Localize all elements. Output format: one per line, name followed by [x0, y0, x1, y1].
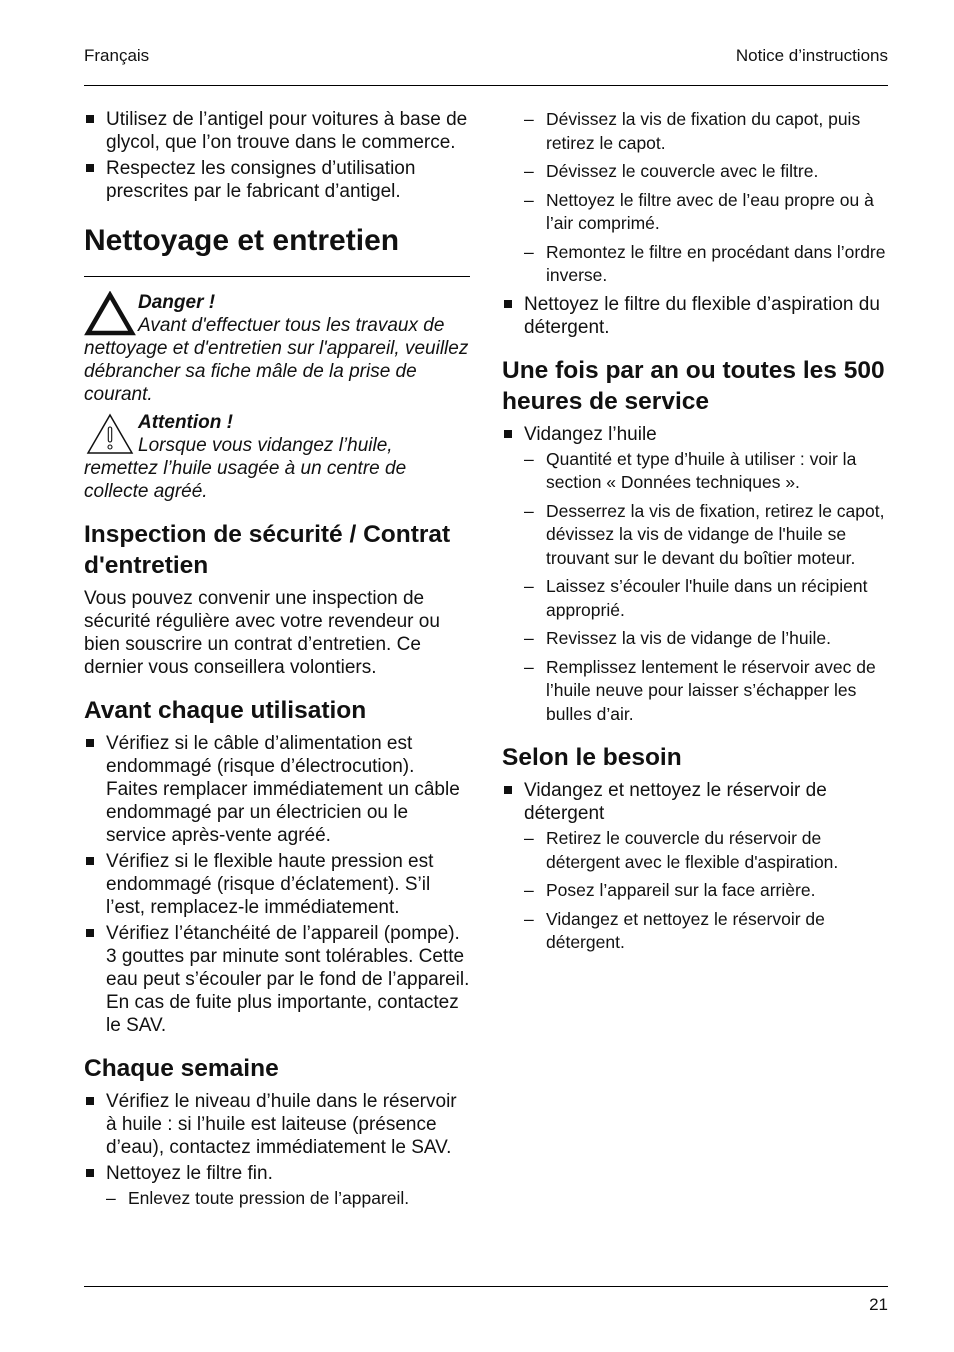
dash-marker: – [524, 828, 534, 848]
list-item: – Dévissez le couvercle avec le filtre. [524, 160, 888, 184]
right-column [502, 108, 888, 960]
square-bullet-icon [86, 115, 94, 123]
list-item: Vérifiez si le flexible haute pression est endommagé (risque d’éclatement). S’il l’est, remplacez-le immédiatement. [84, 850, 470, 919]
inspection-text: Vous pouvez convenir une inspection de sécurité régulière avec votre revendeur ou bien souscrire un contrat d’entretien. Ce dernier vous conseillera volontiers. [84, 588, 440, 678]
list-item: – Posez l’appareil sur la face arrière. [524, 879, 888, 903]
list-item: – Retirez le couvercle du réservoir de détergent avec le flexible d'aspiration. [524, 828, 839, 872]
attention-title: Attention ! [138, 412, 233, 433]
square-bullet-icon [86, 1097, 94, 1105]
footer-rule [84, 1286, 888, 1287]
annuel-list [502, 423, 888, 727]
avant-heading: Avant chaque utilisation [84, 697, 367, 724]
attention-notice [84, 411, 470, 503]
list-item: – Laissez s’écouler l'huile dans un récipient approprié. [524, 576, 868, 620]
list-item: Vidangez et nettoyez le réservoir de détergent – Retirez le couvercle du réservoir de détergent avec le flexible d'aspiration. – Posez l’appareil sur la face arrière. – Vidangez et nettoyez le réservoir de détergent. [502, 779, 888, 955]
list-item: Vérifiez si le câble d’alimentation est endommagé (risque d’électrocution). Faites remplacer immédiatement un câble endommagé par un électricien ou le service après-vente agréé. [84, 732, 470, 847]
filter-hose-list [502, 293, 888, 339]
besoin-list [502, 779, 888, 955]
list-item: – Desserrez la vis de fixation, retirez le capot, dévissez la vis de vidange de l'huile se trouvant sur le devant du boîtier moteur. [524, 500, 885, 568]
danger-notice [84, 291, 470, 406]
list-item: Utilisez de l’antigel pour voitures à base de glycol, que l’on trouve dans le commerce. [84, 108, 470, 154]
list-item: – Remontez le filtre en procédant dans l’ordre inverse. [524, 241, 886, 285]
besoin-heading: Selon le besoin [502, 744, 682, 771]
avant-list [84, 732, 470, 1037]
square-bullet-icon [504, 786, 512, 794]
dash-marker: – [106, 1188, 116, 1208]
list-item: – Nettoyez le filtre avec de l’eau propre ou à l’air comprimé. [524, 189, 874, 233]
warning-triangle-icon [84, 291, 136, 337]
section-rule [84, 276, 470, 277]
list-item: – Quantité et type d’huile à utiliser : voir la section « Données techniques ». [524, 448, 857, 492]
besoin-steps-list [524, 827, 888, 955]
list-item: Nettoyez le filtre fin. – Enlevez toute pression de l’appareil. [84, 1162, 470, 1211]
list-item: – Dévissez la vis de fixation du capot, puis retirez le capot. [524, 109, 861, 153]
dash-marker: – [524, 880, 534, 900]
dash-marker: – [524, 241, 534, 262]
filter-steps-list [524, 108, 888, 288]
list-item: – Enlevez toute pression de l’appareil. [106, 1187, 470, 1211]
antifreeze-list [84, 108, 470, 203]
square-bullet-icon [504, 430, 512, 438]
semaine-heading: Chaque semaine [84, 1055, 279, 1082]
inspection-heading: Inspection de sécurité / Contrat d'entretien [84, 521, 451, 579]
header-language: Français [84, 46, 150, 65]
caution-triangle-icon [84, 411, 136, 457]
attention-text: Lorsque vous vidangez l’huile, remettez l’huile usagée à un centre de collecte agréé. [84, 435, 407, 502]
square-bullet-icon [86, 739, 94, 747]
dash-marker: – [524, 576, 534, 596]
header-document-title: Notice d’instructions [735, 46, 888, 65]
page-number: 21 [869, 1295, 888, 1314]
list-item: Respectez les consignes d’utilisation prescrites par le fabricant d’antigel. [84, 157, 470, 203]
danger-text: Avant d'effectuer tous les travaux de nettoyage et d'entretien sur l'appareil, veuillez débrancher sa fiche mâle de la prise de courant. [84, 315, 469, 405]
list-item: Nettoyez le filtre du flexible d’aspiration du détergent. [502, 293, 888, 339]
square-bullet-icon [86, 1169, 94, 1177]
dash-marker: – [524, 500, 534, 521]
list-item: Vérifiez le niveau d’huile dans le réservoir à huile : si l’huile est laiteuse (présence d’eau), contactez immédiatement le SAV. [84, 1090, 470, 1159]
annuel-steps-list [524, 448, 888, 727]
header-rule [84, 85, 888, 86]
square-bullet-icon [504, 300, 512, 308]
dash-marker: – [524, 189, 534, 210]
annuel-heading: Une fois par an ou toutes les 500 heures de service [502, 356, 885, 415]
dash-marker: – [524, 656, 534, 677]
square-bullet-icon [86, 164, 94, 172]
square-bullet-icon [86, 929, 94, 937]
list-item: Vidangez l’huile – Quantité et type d’huile à utiliser : voir la section « Données techniques ». – Desserrez la vis de fixation, retirez le capot, dévissez la vis de vidange de l'huile se trouvant sur le devant du boîtier moteur. – Laissez s’écouler l'huile dans un récipient approprié. – Revissez la vis de vidange de l’huile. – Remplissez lentement le réservoir avec de l’huile neuve pour laisser s’échapper les bulles d’air. [502, 423, 888, 727]
dash-marker: – [524, 628, 534, 648]
square-bullet-icon [86, 857, 94, 865]
list-item: – Remplissez lentement le réservoir avec de l’huile neuve pour laisser s’échapper les bulles d’air. [524, 656, 876, 724]
semaine-sub-list [106, 1187, 470, 1211]
danger-title: Danger ! [138, 292, 216, 313]
dash-marker: – [524, 908, 534, 929]
list-item: – Revissez la vis de vidange de l’huile. [524, 627, 888, 651]
dash-marker: – [524, 161, 534, 181]
list-item: Vérifiez l’étanchéité de l’appareil (pompe). 3 gouttes par minute sont tolérables. Cette eau peut s’écouler par le fond de l’appareil. En cas de fuite plus importante, contactez le SAV. [84, 922, 470, 1037]
dash-marker: – [524, 448, 534, 469]
left-column [84, 108, 470, 1216]
dash-marker: – [524, 109, 534, 129]
semaine-list [84, 1090, 470, 1211]
list-item: – Vidangez et nettoyez le réservoir de détergent. [524, 908, 825, 952]
section-title: Nettoyage et entretien [84, 224, 400, 257]
